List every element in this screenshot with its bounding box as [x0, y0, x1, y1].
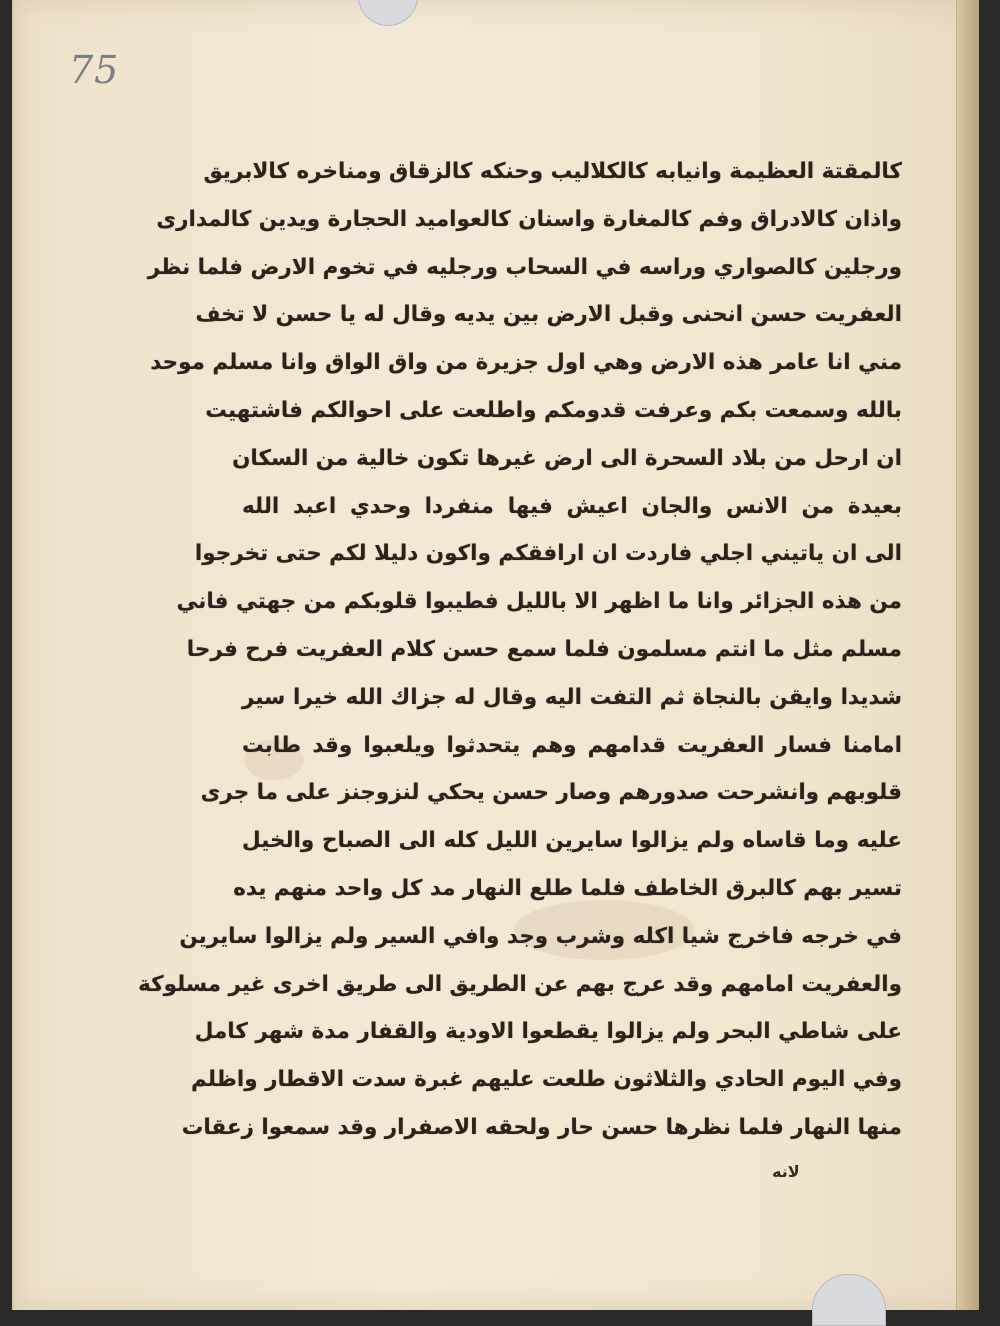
catchword: لانه: [772, 1162, 800, 1181]
folio-number: 75: [69, 48, 120, 92]
text-line: بعيدة من الانس والجان اعيش فيها منفردا وحدي اعبد الله: [242, 493, 902, 519]
text-line: في خرجه فاخرج شيا اكله وشرب وجد وافي السير ولم يزالوا سايرين: [179, 923, 902, 949]
text-line: منها النهار فلما نظرها حسن حار ولحقه الاصفرار وقد سمعوا زعقات: [181, 1114, 902, 1140]
text-line: مني انا عامر هذه الارض وهي اول جزيرة من واق الواق وانا مسلم موحد: [150, 350, 902, 376]
text-line: والعفريت امامهم وقد عرج بهم عن الطريق الى طريق اخرى غير مسلوكة: [138, 971, 902, 997]
text-line: شديدا وايقن بالنجاة ثم التفت اليه وقال له جزاك الله خيرا سير: [242, 684, 902, 710]
text-line: واذان كالادراق وفم كالمغارة واسنان كالعواميد الحجارة ويدين كالمدارى: [156, 206, 902, 232]
text-line: ان ارحل من بلاد السحرة الى ارض غيرها تكون خالية من السكان: [232, 445, 902, 471]
text-line: امامنا فسار العفريت قدامهم وهم يتحدثوا ويلعبوا وقد طابت: [242, 732, 902, 758]
text-line: من هذه الجزائر وانا ما اظهر الا بالليل فطيبوا قلوبكم من جهتي فاني: [176, 589, 902, 615]
text-line: مسلم مثل ما انتم مسلمون فلما سمع حسن كلام العفريت فرح فرحا: [186, 636, 902, 662]
text-line: على شاطي البحر ولم يزالوا يقطعوا الاودية والقفار مدة شهر كامل: [194, 1019, 902, 1045]
manuscript-page: [12, 0, 979, 1310]
text-line: عليه وما قاساه ولم يزالوا سايرين الليل كله الى الصباح والخيل: [242, 828, 902, 854]
text-line: وفي اليوم الحادي والثلاثون طلعت عليهم غبرة سدت الاقطار واظلم: [191, 1067, 902, 1093]
text-line: تسير بهم كالبرق الخاطف فلما طلع النهار مد كل واحد منهم يده: [233, 875, 902, 901]
text-line: الى ان ياتيني اجلي فاردت ان ارافقكم واكون دليلا لكم حتى تخرجوا: [194, 541, 902, 567]
text-line: العفريت حسن انحنى وقبل الارض بين يديه وقال له يا حسن لا تخف: [195, 302, 902, 328]
text-line: قلوبهم وانشرحت صدورهم وصار حسن يحكي لنزوجنز على ما جرى: [200, 780, 902, 806]
page-edge: [956, 0, 979, 1310]
text-line: بالله وسمعت بكم وعرفت قدومكم واطلعت على احوالكم فاشتهيت: [205, 397, 902, 423]
text-line: كالمقتة العظيمة وانيابه كالكلاليب وحنكه كالزقاق ومناخره كالابريق: [203, 159, 902, 184]
text-line: ورجلين كالصواري وراسه في السحاب ورجليه في تخوم الارض فلما نظر: [147, 254, 902, 280]
text-block: [138, 148, 902, 1152]
